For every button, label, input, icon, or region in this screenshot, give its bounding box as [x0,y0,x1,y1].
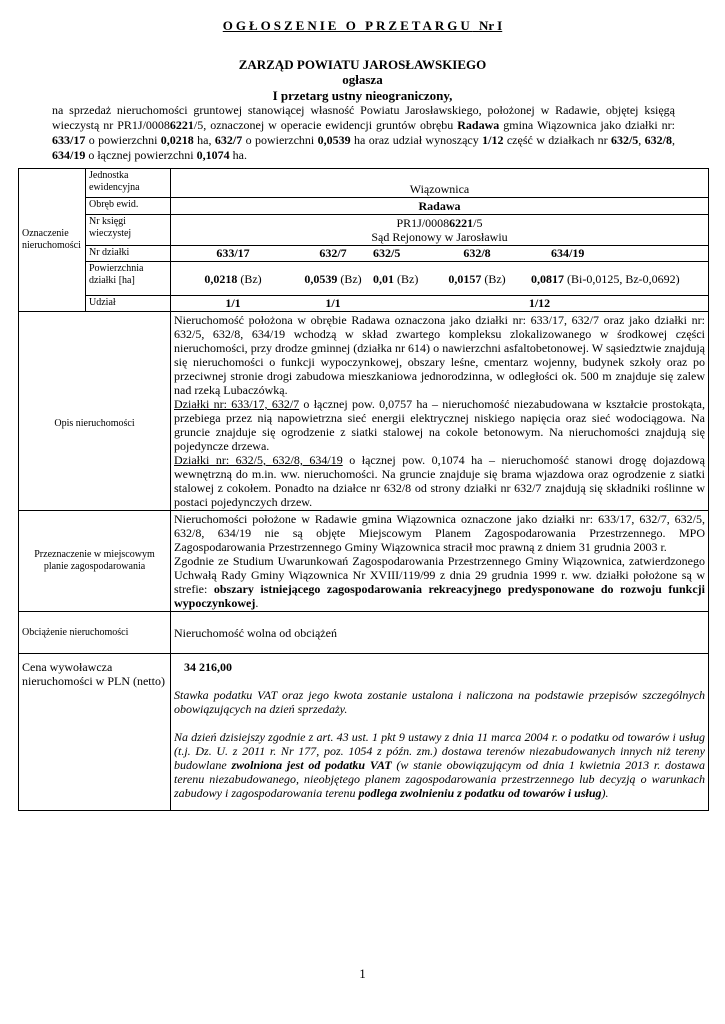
vat-exemption-text: (w stanie obowiązującym od dnia 1 kwietnia 2013 r. dostawa terenu niezabudowanego, nieobjętego planem zagospodarowania przestrzennego lub decyzją o warunkach zabudowy i zagospodarowania terenu [174,758,705,800]
price-label: Cena wywoławcza nieruchomości w PLN (netto) [19,654,171,811]
description-general: Nieruchomość położona w obrębie Radawa oznaczona jako działki nr: 633/17, 632/7 oraz jako działki nr: 632/5, 632/8, 634/19 wchodzą w skład zwartego kompleksu zlokalizowanego w środkowej części nieruchomości, przy drodze gminnej (działka nr 614) o nawierzchni asfaltobetonowej. W sąsiedztwie znajdują się nieruchomości o funkcji wypoczynkowej, obszary leśne, cmentarz wojenny, budynek szkoły oraz po przeciwnej stronie drogi zabudowa mieszkaniowa jednorodzinna, w odległości ok. 500 m znajduje się zalew nad rzeką Lubaczówką. [174,313,705,397]
court-name: Sąd Rejonowy w Jarosławiu [371,230,508,244]
plot-area [435,272,519,286]
intro-text: ha oraz udział wynoszący [350,133,483,147]
description-plots-a-label: Działki nr: 633/17, 632/7 [174,397,300,411]
share-value: 1/1 [325,296,341,310]
intro-text: o powierzchni [85,133,161,147]
intro-kw-number: 6221 [169,118,194,132]
land-register-number: 6221 [449,216,474,230]
intro-text: na sprzedaż nieruchomości gruntowej stanowiącej własność Powiatu Jarosławskiego, położonej w Radawie, objętej księgą wieczystą nr PR1J/0008 [52,103,675,132]
intro-plot: 633/17 [52,133,86,147]
share-value: 1/1 [225,296,241,310]
plot-areas-row [171,262,709,296]
plot-area-class: (Bz) [337,271,362,286]
designation-label-text: Oznaczenie nieruchomości [22,228,81,251]
vat-exemption-note [174,730,705,800]
intro-text: , [672,133,676,147]
title-number: Nr I [478,18,503,33]
vat-exemption-text: ). [601,786,609,800]
vat-exemption-text: Na dzień dzisiejszy zgodnie z art. 43 ust. 1 pkt 9 ustawy z dnia 11 marca 2004 r. o podatku od towarów i usług (t.j. Dz. U. z 2011 r. Nr 177, poz. 1054 z późn. zm.) dostawa terenów niezabudowanych innych niż tereny budowlane [174,730,705,772]
share-value: 1/12 [528,296,551,310]
plot-area [519,272,708,286]
description-value [171,312,709,511]
intro-area: 0,0218 [160,133,194,147]
plot-area-value: 0,0157 [448,271,482,286]
land-register-label: Nr księgi wieczystej [86,215,171,246]
cadastral-unit-value: Wiązownica [171,169,709,198]
plot-area [295,272,371,286]
plot-area-class: (Bz) [481,271,506,286]
vat-exemption-bold: zwolniona jest od podatku VAT [231,758,392,772]
page-number: 1 [359,966,366,981]
intro-plot: 632/8 [644,133,673,147]
cadastral-unit-label: Jednostka ewidencyjna [86,169,171,198]
land-register-prefix: PR1J/0008 [396,216,450,230]
plot-area [171,272,295,286]
intro-text: część w działkach nr [503,133,611,147]
description-plots-b-label: Działki nr: 632/5, 632/8, 634/19 [174,453,343,467]
issuer-heading: ZARZĄD POWIATU JAROSŁAWSKIEGO [238,57,487,72]
land-register-suffix: /5 [473,216,483,230]
intro-text: gmina Wiązownica jako działki nr: [499,118,675,132]
plot-number: 633/17 [216,246,250,260]
plot-number: 634/19 [551,246,585,260]
plot-area [371,272,435,286]
tender-heading: I przetarg ustny nieograniczony, [272,88,453,103]
vat-exemption-bold: podlega zwolnieniu z podatku od towarów i usług [358,786,602,800]
plot-area-value: 0,0539 [304,271,338,286]
zoning-value [171,511,709,612]
plot-number: 632/7 [319,246,347,260]
intro-text: o powierzchni [242,133,318,147]
plot-area-value: 0,0817 [531,271,564,286]
intro-text: , [638,133,645,147]
zoning-end: . [255,596,259,610]
title-text: OGŁOSZENIE O PRZETARGU [222,18,473,33]
plot-area-value: 0,01 [373,271,394,286]
vat-note: Stawka podatku VAT oraz jego kwota zostanie ustalona i naliczona na podstawie przepisów szczególnych obowiązujących na dzień sprzedaży. [174,688,705,716]
land-register-value [171,215,709,246]
zoning-zone: obszary istniejącego zagospodarowania rekreacyjnego predysponowane do rozwoju funkcji wypoczynkowej [174,582,705,610]
intro-plot: 634/19 [52,148,86,162]
intro-text: o łącznej powierzchni [85,148,197,162]
share-row [171,296,709,312]
intro-plot: 632/5 [610,133,639,147]
plot-area-value: 0,0218 [204,271,238,286]
encumbrance-value: Nieruchomość wolna od obciążeń [171,612,709,654]
intro-plot: 632/7 [214,133,243,147]
designation-label [19,169,86,312]
intro-paragraph [52,103,675,163]
announces-heading: ogłasza [342,72,383,87]
price-amount: 34 216,00 [184,660,232,674]
encumbrance-label: Obciążenie nieruchomości [19,612,171,654]
zoning-study: Zgodnie ze Studium Uwarunkowań Zagospodarowania Przestrzennego Gminy Wiązownica, zatwierdzonego Uchwałą Rady Gminy Wiązownica Nr XVIII/119/99 z dnia 29 grudnia 1999 r. ww. działki położone są w strefie: [174,554,705,596]
share-label: Udział [86,296,171,312]
plot-number: 632/5 [373,246,401,260]
plot-numbers-row [171,246,709,262]
plot-area-label: Powierzchnia działki [ha] [86,262,171,296]
intro-text: ha, [193,133,215,147]
intro-text: ha. [229,148,247,162]
document-title [0,18,725,34]
plot-number-label: Nr działki [86,246,171,262]
description-label: Opis nieruchomości [19,312,171,511]
intro-share: 1/12 [482,133,504,147]
intro-area: 0,1074 [196,148,230,162]
intro-precinct: Radawa [457,118,500,132]
description-plots-b: o łącznej pow. 0,1074 ha – nieruchomość stanowi drogę dojazdową wewnętrzną do m.in. ww. nieruchomości. Na gruncie znajduje się brama wjazdowa oraz ogrodzenie z siatki stalowej z cokołem. Ponadto na działce nr 632/8 od strony działki nr 632/7 znajdują się składniki roślinne w postaci pojedynczych drzew. [174,453,705,509]
plot-number: 632/8 [463,246,491,260]
plot-area-class: (Bz) [237,271,262,286]
precinct-label: Obręb ewid. [86,198,171,215]
intro-text: /5, oznaczonej w operacie ewidencji gruntów obrębu [193,118,458,132]
precinct-value: Radawa [171,198,709,215]
plot-area-class: (Bz) [394,271,419,286]
plot-area-class: (Bi-0,0125, Bz-0,0692) [564,271,680,286]
zoning-label: Przeznaczenie w miejscowym planie zagospodarowania [19,511,171,612]
intro-area: 0,0539 [317,133,351,147]
description-plots-a: o łącznej pow. 0,0757 ha – nieruchomość niezabudowana w kształcie prostokąta, przebiega przez nią napowietrzna sieć energii elektrycznej niskiego napięcia oraz sieć wodociągowa. Na gruncie znajduje się ogrodzenie z siatki stalowej na cokole betonowym. Na nieruchomości znajdują się pojedyncze drzewa. [174,397,705,453]
property-table [18,168,709,811]
zoning-plan-status: Nieruchomości położone w Radawie gmina Wiązownica oznaczone jako działki nr: 633/17, 632/7, 632/5, 632/8, 634/19 nie są objęte Miejscowym Planem Zagospodarowania Przestrzennego. MPO Zagospodarowania Przestrzennego Gminy Wiązownica stracił moc prawną z dniem 31 grudnia 2003 r. [174,512,705,554]
price-value [171,654,709,811]
